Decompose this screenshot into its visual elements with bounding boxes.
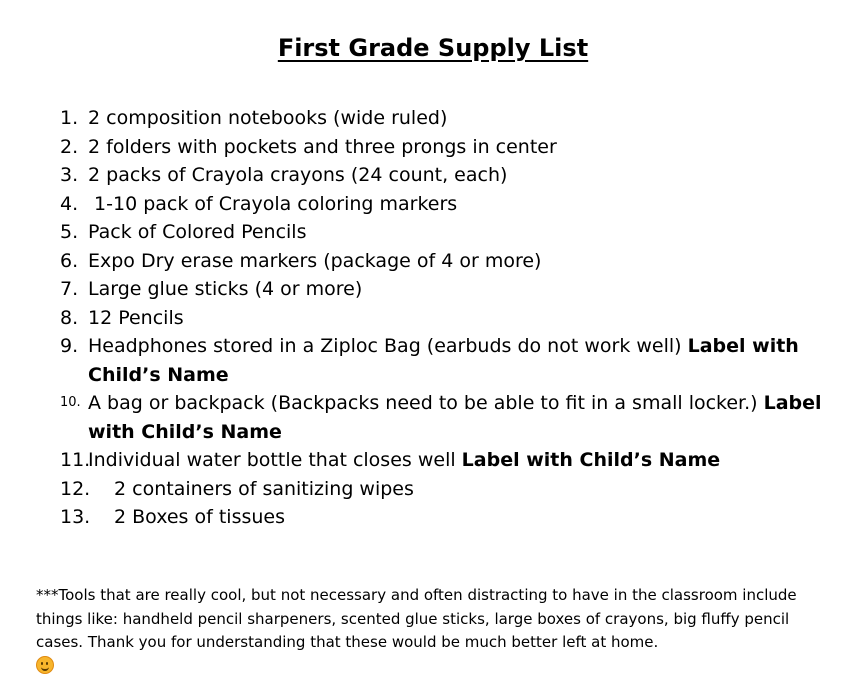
- list-item: [60, 104, 840, 133]
- item-number: 5.: [60, 221, 79, 243]
- item-text: Individual water bottle that closes well: [88, 449, 462, 471]
- item-number: 4.: [60, 192, 79, 215]
- list-item: [60, 190, 840, 219]
- item-text: 12 Pencils: [88, 306, 184, 329]
- item-text: 2 composition notebooks (wide ruled): [88, 107, 448, 129]
- footnote-text: ***Tools that are really cool, but not necessary and often distracting to have in the classroom include things like: handheld pencil sharpeners, scented glue sticks, large boxes of crayons, big fluffy pencil cases. Thank you for understanding that these would be much better left at home.: [36, 586, 797, 651]
- label-instruction: Label with Child’s Name: [88, 392, 822, 443]
- item-number: 9.: [60, 335, 79, 357]
- list-item: [60, 247, 840, 276]
- item-text: Headphones stored in a Ziploc Bag (earbuds do not work well): [88, 335, 688, 357]
- item-text: Pack of Colored Pencils: [88, 221, 307, 243]
- item-number: 8.: [60, 306, 79, 329]
- list-item: [60, 218, 840, 247]
- list-item: [60, 503, 840, 532]
- page-title: First Grade Supply List: [277, 34, 589, 62]
- label-instruction: Label with Child’s Name: [461, 449, 721, 471]
- list-item: [60, 133, 840, 162]
- item-text: 2 folders with pockets and three prongs in center: [88, 135, 557, 158]
- item-number: 6.: [60, 249, 79, 272]
- item-number: 12.: [60, 477, 91, 500]
- list-item: [60, 389, 840, 446]
- item-number: 2.: [60, 135, 79, 158]
- list-item: [60, 475, 840, 504]
- footnote: [36, 584, 836, 678]
- item-text: 1-10 pack of Crayola coloring markers: [88, 192, 458, 215]
- item-number: 3.: [60, 164, 79, 186]
- list-item: [60, 332, 840, 389]
- item-text: A bag or backpack (Backpacks need to be able to fit in a small locker.): [88, 392, 764, 414]
- item-number: 1.: [60, 107, 79, 129]
- item-number: 13.: [60, 506, 91, 528]
- item-text: 2 Boxes of tissues: [114, 506, 285, 528]
- item-number: 10.: [60, 395, 81, 410]
- item-text: 2 containers of sanitizing wipes: [114, 477, 414, 500]
- item-number: 7.: [60, 278, 79, 300]
- label-instruction: Label with Child’s Name: [88, 335, 799, 386]
- item-number: 11.: [60, 449, 91, 471]
- item-text: 2 packs of Crayola crayons (24 count, each): [88, 164, 508, 186]
- winking-smiley-icon: [36, 656, 54, 674]
- list-item: [60, 275, 840, 304]
- list-item: [60, 161, 840, 190]
- item-text: Large glue sticks (4 or more): [88, 278, 363, 300]
- item-text: Expo Dry erase markers (package of 4 or more): [88, 249, 542, 272]
- list-item: [60, 446, 840, 475]
- list-item: [60, 304, 840, 333]
- supply-list: [60, 104, 840, 532]
